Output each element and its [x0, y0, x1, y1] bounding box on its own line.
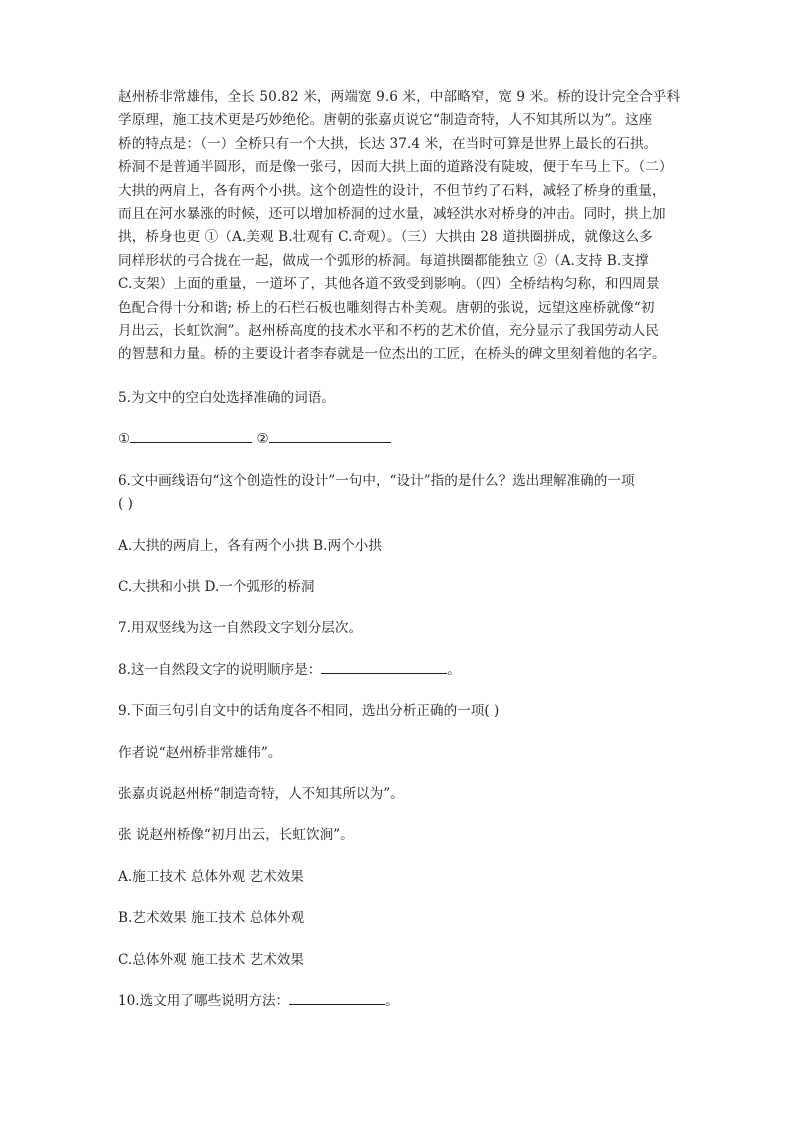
answer-blank-2[interactable] — [269, 428, 391, 443]
answer-blank-8[interactable] — [321, 659, 447, 674]
question-6-line2: ( ) — [118, 496, 133, 513]
question-8 — [118, 659, 678, 682]
passage-line: C.支架）上面的重量，一道坏了，其他各道不致受到影响。（四）全桥结构匀称，和四周景 — [118, 276, 660, 293]
question-6-line1: 6.文中画线语句“这个创造性的设计”一句中，“设计”指的是什么？选出理解准确的一项 — [118, 472, 635, 489]
passage-line: 桥洞不是普通半圆形，而是像一张弓，因而大拱上面的道路没有陡坡，便于车马上下。（二） — [118, 159, 673, 176]
blank-marker-1: ① — [118, 431, 131, 448]
passage-line: 大拱的两肩上，各有两个小拱。这个创造性的设计，不但节约了石料，减轻了桥身的重量， — [118, 182, 666, 199]
passage-line: 月出云，长虹饮涧”。赵州桥高度的技术水平和不朽的艺术价值，充分显示了我国劳动人民 — [118, 323, 660, 340]
question-9-sentence-2: 张嘉贞说赵州桥“制造奇特，人不知其所以为”。 — [118, 785, 404, 802]
question-10 — [118, 990, 678, 1013]
passage-line: 的智慧和力量。桥的主要设计者李春就是一位杰出的工匠，在桥头的碑文里刻着他的名字。 — [118, 346, 666, 363]
question-10-text: 10.选文用了哪些说明方法： — [118, 992, 290, 1009]
question-5-blanks — [118, 428, 678, 451]
answer-blank-1[interactable] — [130, 428, 252, 443]
answer-blank-10[interactable] — [289, 990, 385, 1005]
question-8-end: 。 — [447, 661, 461, 678]
passage-line: 拱，桥身也更 ①（A.美观 B.壮观有 C.奇观）。（三）大拱由 28 道拱圈拼成，就像这么多 — [118, 229, 653, 246]
exam-page — [118, 86, 681, 1013]
passage-line: 色配合得十分和谐; 桥上的石栏石板也雕刻得古朴美观。唐朝的张说，远望这座桥就像“初 — [118, 299, 655, 316]
question-8-text: 8.这一自然段文字的说明顺序是： — [118, 661, 322, 678]
passage-line: 赵州桥非常雄伟，全长 50.82 米，两端宽 9.6 米，中部略窄，宽 9 米。桥的设计完全合乎科 — [118, 89, 681, 105]
question-9-option-b: B.艺术效果 施工技术 总体外观 — [118, 910, 305, 927]
question-6-options-ab: A.大拱的两肩上，各有两个小拱 B.两个小拱 — [118, 537, 382, 554]
question-9-option-a: A.施工技术 总体外观 艺术效果 — [118, 868, 304, 885]
question-9-sentence-1: 作者说“赵州桥非常雄伟”。 — [118, 744, 282, 761]
question-5: 5.为文中的空白处选择准确的词语。 — [118, 389, 335, 406]
passage-line: 而且在河水暴涨的时候，还可以增加桥洞的过水量，减轻洪水对桥身的冲击。同时，拱上加 — [118, 206, 666, 223]
question-7: 7.用双竖线为这一自然段文字划分层次。 — [118, 620, 363, 637]
question-9-option-c: C.总体外观 施工技术 艺术效果 — [118, 951, 305, 968]
question-10-end: 。 — [385, 992, 399, 1009]
blank-marker-2: ② — [256, 431, 269, 448]
passage-line: 同样形状的弓合拢在一起，做成一个弧形的桥洞。每道拱圈都能独立 ②（A.支持 B.支撑 — [118, 252, 649, 269]
question-9: 9.下面三句引自文中的话角度各不相同，选出分析正确的一项( ) — [118, 703, 500, 720]
question-9-sentence-3: 张 说赵州桥像“初月出云，长虹饮涧”。 — [118, 827, 354, 844]
passage-line: 学原理，施工技术更是巧妙绝伦。唐朝的张嘉贞说它“制造奇特，人不知其所以为”。这座 — [118, 112, 653, 129]
question-6-options-cd: C.大拱和小拱 D.一个弧形的桥洞 — [118, 578, 315, 595]
passage-line: 桥的特点是：（一）全桥只有一个大拱，长达 37.4 米，在当时可算是世界上最长的石拱。 — [118, 135, 658, 152]
passage-paragraph — [118, 86, 681, 367]
